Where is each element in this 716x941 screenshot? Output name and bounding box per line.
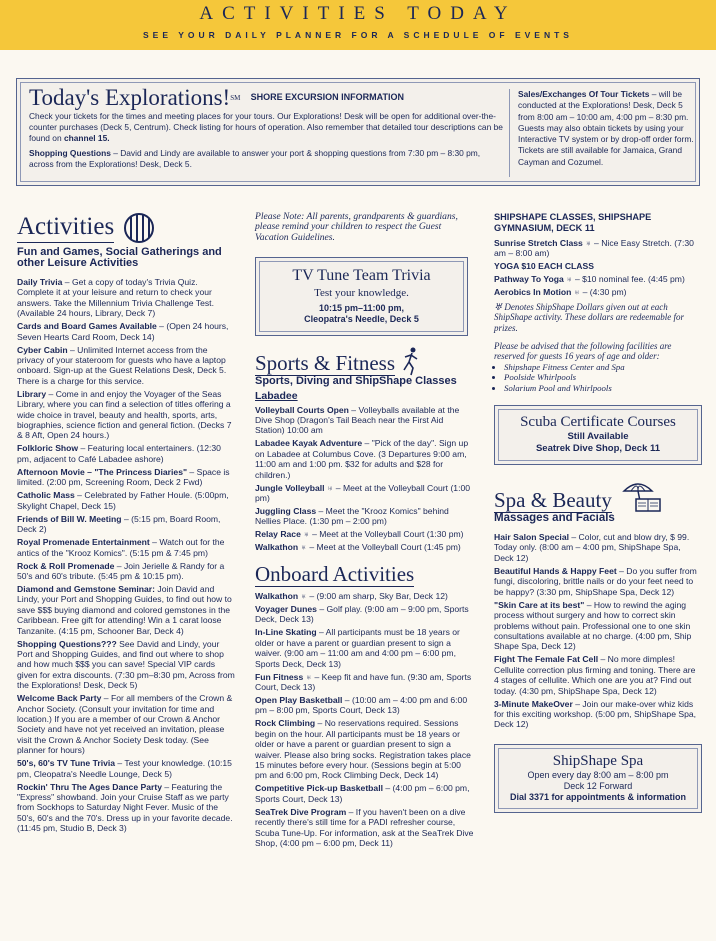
activity-entry-name: Friends of Bill W. Meeting xyxy=(17,513,122,524)
spa-heading xyxy=(494,479,702,513)
spa-box-dial: Dial 3371 for appointments & information xyxy=(509,791,687,802)
explorations-body xyxy=(29,111,507,145)
sports-heading xyxy=(255,346,474,376)
onboard-entry-name: Rock Climbing xyxy=(255,718,316,729)
spa-title: Spa & Beauty xyxy=(494,488,612,513)
explorations-box xyxy=(16,78,700,186)
scuba-box xyxy=(494,405,702,465)
activities-title: Activities xyxy=(17,212,114,243)
activity-entry-name: Catholic Mass xyxy=(17,490,75,501)
spa-entry xyxy=(494,600,702,652)
sports-column xyxy=(255,212,474,851)
activity-entry xyxy=(17,584,235,636)
sports-entry-name: Jungle Volleyball ♅ xyxy=(255,482,334,493)
scuba-sub: Still Available xyxy=(567,431,629,443)
spa-entry xyxy=(494,654,702,696)
activity-entry-text: See David and Lindy, your Port and Shopping Guides, and find out where to shop and how much $$$ you can save! Special VIP cards given for extra discounts. (7:30 pm–8:30 pm, Across from the Explorations! Desk, Deck 5) xyxy=(17,638,235,691)
spa-entry-name: 3-Minute MakeOver xyxy=(494,698,573,709)
activity-entry-text: – Celebrated by Father Houle. (5:00pm, Skylight Chapel, Deck 15) xyxy=(17,490,229,511)
explorations-subtitle: SHORE EXCURSION INFORMATION xyxy=(250,92,404,102)
spa-entry-text: – No more dimples! Cellulite correction plus firming and toning. There are 4 stages of cellulite. Which one are you at? Find out today. (4:30 pm, ShipShape Spa, Deck 12) xyxy=(494,654,696,696)
activity-entry-text: Join David and Lindy, your Port and Shopping Guides, to find out how to save $$$ buying diamond and colored gemstones in the Caribbean. Free gift for attending! Win a 1 carat loose Tanzanite. (4:15 pm, Schooner Bar, Deck 4) xyxy=(17,583,232,636)
spa-entry-text: – Join our make-over whiz kids for this exciting workshop. (5:00 pm, ShipShape Spa, Deck 12) xyxy=(494,698,697,730)
onboard-entry-name: In-Line Skating xyxy=(255,627,317,638)
age-advisory: Please be advised that the following facilities are reserved for guests 16 years of age and older: xyxy=(494,341,672,362)
facility-item: • Solarium Pool and Whirlpools xyxy=(504,383,702,393)
runner-icon xyxy=(401,346,421,376)
activity-entry-name: Diamond and Gemstone Seminar: xyxy=(17,583,156,594)
activities-column xyxy=(17,212,235,836)
spa-box-title: ShipShape Spa xyxy=(552,752,644,769)
shopping-text: – David and Lindy are available to answer your port & shopping questions from 7:30 pm – 8:30 pm, across from the Explorations! Desk, Deck 5. xyxy=(29,147,481,169)
sports-entry-text: – Meet the "Krooz Komics" behind Nellies Place. (1:30 pm – 2:00 pm) xyxy=(255,506,449,527)
activities-subtitle: Fun and Games, Social Gatherings and other Leisure Activities xyxy=(17,246,222,269)
activity-entry xyxy=(17,467,235,488)
shopping-label: Shopping Questions xyxy=(29,147,111,158)
scuba-place: Seatrek Dive Shop, Deck 11 xyxy=(535,443,661,455)
dollars-note: ♅ Denotes ShipShape Dollars given out at each ShipShape activity. These dollars are redeemable for prizes. xyxy=(494,301,685,333)
spa-entry-name: Beautiful Hands & Happy Feet xyxy=(494,565,617,576)
explorations-right xyxy=(509,89,695,177)
spa-entry xyxy=(494,566,702,597)
facilities-list xyxy=(494,362,702,393)
onboard-entry-text: – No reservations required. Sessions begin on the hour. All participants must be 18 years or older or have a parent or guardian present to sign a waiver. Please also bring socks. Registration takes place 15 minutes before every hour. (Sessions begin at 5:00 pm and 6:00 pm, Rock Climbing Deck, Deck 14) xyxy=(255,718,471,781)
sports-list xyxy=(255,405,474,553)
labadee-heading: Labadee xyxy=(255,390,298,403)
activity-entry-name: Folkloric Show xyxy=(17,443,79,454)
activity-entry-name: Library xyxy=(17,388,47,399)
onboard-entry-name: Voyager Dunes xyxy=(255,603,317,614)
onboard-entry xyxy=(255,627,474,669)
spa-entry-name: "Skin Care at its best" xyxy=(494,599,585,610)
activity-entry xyxy=(17,490,235,511)
activity-entry-name: Royal Promenade Entertainment xyxy=(17,537,150,548)
sports-title: Sports & Fitness xyxy=(255,351,396,376)
onboard-list xyxy=(255,591,474,849)
shipshape-spa-box xyxy=(494,744,702,813)
onboard-title: Onboard Activities xyxy=(255,561,415,586)
activity-entry-text: – Featuring the "Express" showband. Join your Cruise Staff as we party from Sockhops to Saturday Night Fever. Music of the 50's, 60's and the 70's. Dress up in your favorite decade. (11:45 pm, Studio B, Deck 3) xyxy=(17,781,233,834)
sales-label: Sales/Exchanges Of Tour Tickets xyxy=(518,89,650,99)
banner-title: ACTIVITIES TODAY xyxy=(199,3,517,24)
activities-heading xyxy=(17,212,235,243)
activity-entry-name: Rockin' Thru The Ages Dance Party xyxy=(17,781,162,792)
onboard-entry-name: Walkathon ♅ xyxy=(255,590,307,601)
onboard-entry-text: – If you haven't been on a dive recently there's still time for a PADI refresher course, Scuba Tune-Up. For information, ask at the SeaTrek Dive Shop, (4:00 pm – 6:00 pm, Deck 11) xyxy=(255,806,474,848)
spa-entry-text: – Do you suffer from fungi, discoloring, brittle nails or do your feet need to be happy? (3:30 pm, ShipShape Spa, Deck 12) xyxy=(494,565,697,597)
sports-entry xyxy=(255,506,474,527)
onboard-entry-text: – (4:00 pm – 6:00 pm, Sports Court, Deck 13) xyxy=(255,783,470,804)
tv-trivia-box xyxy=(255,257,468,336)
onboard-entry xyxy=(255,604,474,625)
sports-entry-text: – "Pick of the day". Sign up on Labadee at Columbus Cove. (3 Departures 9:00 am, 11:00 am and 1:00 pm. $32 for adults and $28 for children.) xyxy=(255,438,469,480)
channel-label: channel 15. xyxy=(63,133,110,144)
onboard-entry xyxy=(255,695,474,716)
sales-text: – will be conducted at the Explorations! Desk, Deck 5 from 8:00 am – 10:00 am, 4:00 pm – 8:30 pm. Guests may also obtain tickets by using your Interactive TV system or by drop-off order form. Tickets are still available for Jamaica, Grand Cayman and Cozumel. xyxy=(518,89,694,167)
activity-entry-text: – Come in and enjoy the Voyager of the Seas Library, where you can find a selection of titles offering a wide choice in travel, beauty and health, sports, arts, biographies, science fiction and general fiction. (Decks 7 & 8 Aft, Open 24 hours.) xyxy=(17,388,232,441)
activity-entry-name: Shopping Questions??? xyxy=(17,638,117,649)
spa-entry-text: – How to rewind the aging process without surgery and how to correct skin problems without pain. Professional one to one skin consultations available at no charge. (4:00 pm, Ship Shape Spa, Deck 12) xyxy=(494,599,692,652)
activity-entry xyxy=(17,693,235,755)
onboard-entry-name: SeaTrek Dive Program xyxy=(255,806,347,817)
header-banner xyxy=(0,0,716,50)
onboard-entry xyxy=(255,591,474,601)
sports-entry-name: Volleyball Courts Open xyxy=(255,404,349,415)
sports-subtitle: Sports, Diving and ShipShape Classes xyxy=(255,375,457,388)
activity-entry-name: Afternoon Movie – "The Princess Diaries" xyxy=(17,466,188,477)
onboard-entry-text: – Golf play. (9:00 am – 9:00 pm, Sports Deck, Deck 13) xyxy=(255,603,469,625)
class-entry xyxy=(494,274,702,284)
activities-list xyxy=(17,277,235,834)
onboard-entry-name: Fun Fitness ♅ xyxy=(255,671,313,682)
shopping-questions xyxy=(29,148,507,170)
class-entry xyxy=(494,287,702,297)
activity-entry xyxy=(17,758,235,779)
sports-entry xyxy=(255,405,474,436)
activity-entry xyxy=(17,561,235,582)
sports-entry xyxy=(255,483,474,504)
activity-entry-text: – For all members of the Crown & Anchor Society. (Consult your invitation for time and location.) If you are a member of our Crown & Anchor Society and have not yet received an invitation, please visit the Crown & Anchor Society Desk today. (See planner for hours) xyxy=(17,693,233,756)
activity-entry-name: Daily Trivia xyxy=(17,277,63,287)
class-list xyxy=(494,238,702,298)
sports-entry-name: Labadee Kayak Adventure xyxy=(255,438,363,449)
activity-entry xyxy=(17,443,235,464)
sports-entry-text: – Volleyballs available at the Dive Shop (Dragon's Tail Beach near the First Aid Station) 10:00 am xyxy=(255,404,460,436)
shipshape-heading: SHIPSHAPE CLASSES, SHIPSHAPE GYMNASIUM, DECK 11 xyxy=(494,212,652,233)
onboard-entry-text: – Keep fit and have fun. (9:30 am, Sports Court, Deck 13) xyxy=(255,671,472,692)
class-entry-name: YOGA $10 EACH CLASS xyxy=(494,261,594,272)
umbrella-book-icon xyxy=(618,479,662,513)
trivia-time: 10:15 pm–11:00 pm, xyxy=(318,303,405,314)
activity-entry xyxy=(17,639,235,691)
trivia-sub: Test your knowledge. xyxy=(314,287,409,300)
activity-entry-text: – Test your knowledge. (10:15 pm, Cleopatra's Needle Lounge, Deck 5) xyxy=(17,758,232,779)
activity-entry xyxy=(17,277,235,319)
facility-item: • Poolside Whirlpools xyxy=(504,372,702,382)
spa-entry-text: – Color, cut and blow dry, $ 99. Today only. (8:00 am – 4:00 pm, ShipShape Spa, Deck 12) xyxy=(494,532,690,563)
spa-entry-name: Fight The Female Fat Cell xyxy=(494,654,599,665)
onboard-entry xyxy=(255,672,474,693)
spa-box-deck: Deck 12 Forward xyxy=(563,780,633,791)
scuba-title: Scuba Certificate Courses xyxy=(520,414,676,431)
onboard-entry xyxy=(255,718,474,780)
onboard-heading xyxy=(255,561,474,587)
sports-entry-name: Relay Race ♅ xyxy=(255,529,310,540)
onboard-entry-text: – All participants must be 18 years or older or have a parent or guardian present to sign a waiver. (9:00 am – 11:00 am and 4:00 pm – 6:00 pm, Sports Deck, Deck 13) xyxy=(255,627,460,669)
activity-entry-name: 50's, 60's TV Tune Trivia xyxy=(17,758,116,769)
class-entry-name: Pathway To Yoga ♅ xyxy=(494,274,573,285)
class-entry-text: – Nice Easy Stretch. (7:30 am – 8:00 am) xyxy=(494,238,694,259)
activity-entry-text: – Join Jerielle & Randy for a 50's and 60's tribute. (5:45 pm & 10:15 pm). xyxy=(17,560,225,581)
activity-entry-text: – Get a copy of today's Trivia Quiz. Complete it at your leisure and return to check your answers. Take the Millennium Trivia Challenge Test. (Available 24 hours, Library, Deck 7) xyxy=(17,277,214,319)
activity-entry xyxy=(17,345,235,387)
class-entry xyxy=(494,261,702,271)
spa-list xyxy=(494,532,702,730)
activity-entry-text: – Watch out for the antics of the "Krooz Komics". (5:15 pm & 7:45 pm) xyxy=(17,537,225,558)
sports-entry-text: – Meet at the Volleyball Court (1:30 pm) xyxy=(309,529,464,540)
class-entry xyxy=(494,238,702,259)
activity-entry xyxy=(17,782,235,834)
sports-entry xyxy=(255,542,474,552)
sports-entry-name: Juggling Class xyxy=(255,506,317,517)
onboard-entry-text: – (10:00 am – 4:00 pm and 6:00 pm – 8:00 pm, Sports Court, Deck 13) xyxy=(255,694,468,716)
service-mark: SM xyxy=(230,94,241,102)
spa-entry xyxy=(494,699,702,730)
activity-entry-name: Cyber Cabin xyxy=(17,344,68,355)
activity-entry-text: – Space is limited. (2:00 pm, Screening Room, Deck 2 Fwd) xyxy=(17,466,230,488)
spa-entry-name: Hair Salon Special xyxy=(494,532,569,543)
explorations-body-text: Check your tickets for the times and meeting places for your tours. Our Explorations! Desk will be open for additional over-the-counter purchases (Deck 5, Centrum). Check listing for hours of operation. Also remember that detailed tour descriptions can be found on xyxy=(29,111,503,144)
class-entry-name: Sunrise Stretch Class ♅ xyxy=(494,238,592,248)
explorations-left xyxy=(29,85,507,170)
onboard-entry xyxy=(255,807,474,849)
sports-entry xyxy=(255,529,474,539)
activity-entry-text: – (5:15 pm, Board Room, Deck 2) xyxy=(17,513,221,535)
spa-box-hours: Open every day 8:00 am – 8:00 pm xyxy=(527,769,669,780)
trivia-place: Cleopatra's Needle, Deck 5 xyxy=(304,314,419,325)
class-entry-text: – $10 nominal fee. (4:45 pm) xyxy=(572,274,685,285)
activity-entry-name: Rock & Roll Promenade xyxy=(17,560,115,571)
trivia-title: TV Tune Team Trivia xyxy=(292,267,431,285)
beach-ball-icon xyxy=(124,213,154,243)
class-entry-name: Aerobics In Motion ♅ xyxy=(494,287,581,298)
spa-subtitle: Massages and Facials xyxy=(494,512,615,525)
onboard-entry-text: – (9:00 am sharp, Sky Bar, Deck 12) xyxy=(306,590,448,601)
activity-entry-name: Cards and Board Games Available xyxy=(17,321,157,332)
activity-entry-name: Welcome Back Party xyxy=(17,693,102,704)
sports-entry-name: Walkathon ♅ xyxy=(255,542,307,553)
activity-entry xyxy=(17,537,235,558)
sports-entry xyxy=(255,438,474,480)
activity-entry xyxy=(17,321,235,342)
spa-entry xyxy=(494,532,702,563)
onboard-entry xyxy=(255,783,474,804)
parents-note: Please Note: All parents, grandparents & guardians, please remind your children to respect the Guest Vacation Guidelines. xyxy=(255,211,458,243)
sports-entry-text: – Meet at the Volleyball Court (1:00 pm) xyxy=(255,482,471,504)
activity-entry-text: – Featuring local entertainers. (12:30 pm, adjacent to Café Labadee ashore) xyxy=(17,443,221,464)
sports-entry-text: – Meet at the Volleyball Court (1:45 pm) xyxy=(306,542,461,553)
banner-subtitle: SEE YOUR DAILY PLANNER FOR A SCHEDULE OF EVENTS xyxy=(143,30,573,40)
activity-entry-text: – Unlimited Internet access from the privacy of your stateroom for guests who have a laptop onboard. Sign-up at the Guest Relations Desk, Deck 5. There is a charge for this service. xyxy=(17,344,227,386)
onboard-entry-name: Competitive Pick-up Basketball xyxy=(255,783,383,794)
shipshape-column xyxy=(494,212,702,813)
activity-entry-text: – (Open 24 hours, Seven Hearts Card Room, Deck 14) xyxy=(17,321,229,342)
class-entry-text: – (4:30 pm) xyxy=(580,287,627,298)
explorations-title: Today's Explorations! xyxy=(29,85,231,110)
facility-item: • Shipshape Fitness Center and Spa xyxy=(504,362,702,372)
activity-entry xyxy=(17,389,235,441)
onboard-entry-name: Open Play Basketball xyxy=(255,694,343,705)
activity-entry xyxy=(17,514,235,535)
